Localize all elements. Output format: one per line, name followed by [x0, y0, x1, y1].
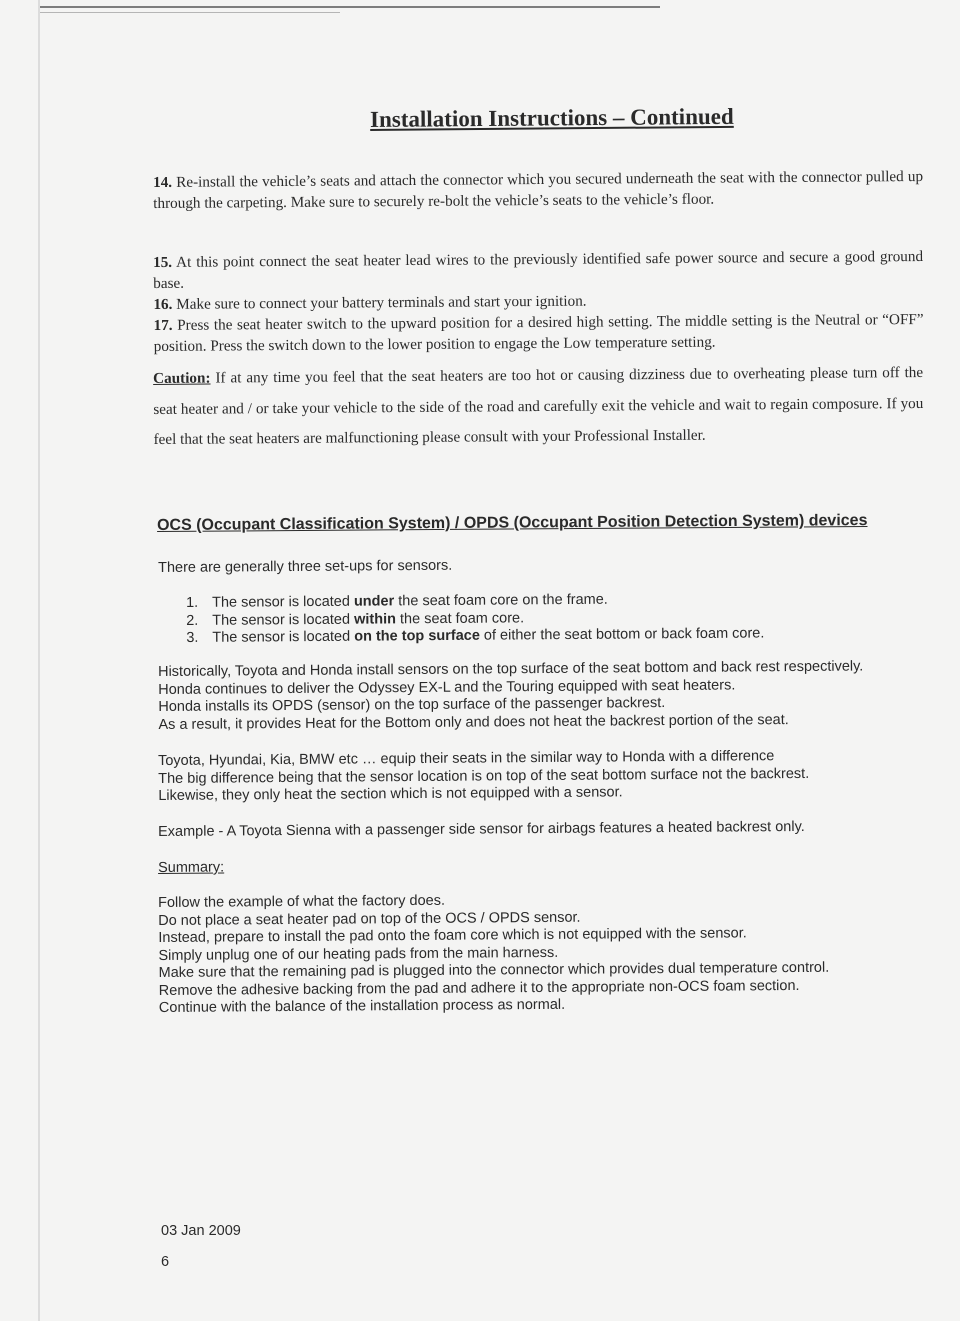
- summary-line: Continue with the balance of the installation process as normal.: [158, 996, 566, 1016]
- summary-line: Simply unplug one of our heating pads from the main harness.: [158, 944, 559, 964]
- summary-label-block: [158, 854, 918, 877]
- list-item: 1. The sensor is located under the seat foam core on the frame.: [186, 591, 608, 611]
- caution-label: Caution:: [153, 369, 211, 387]
- step-text: At this point connect the seat heater lead wires to the previously identified safe power source and secure a good ground base.: [153, 247, 924, 292]
- list-item: 2. The sensor is located within the seat foam core.: [186, 609, 525, 629]
- text-line: The big difference being that the sensor location is on top of the seat bottom surface not the backrest.: [158, 765, 810, 787]
- text-line: Honda continues to deliver the Odyssey EX-L and the Touring equipped with seat heaters.: [158, 676, 736, 698]
- ocs-intro-text: There are generally three set-ups for sensors.: [158, 557, 453, 576]
- caution-paragraph: [153, 358, 924, 456]
- step-number: 14.: [153, 173, 173, 191]
- summary-line: Follow the example of what the factory does.: [158, 892, 446, 911]
- summary-list: [158, 889, 919, 1017]
- steps-15-17: [153, 246, 924, 357]
- text-line: Honda installs its OPDS (sensor) on the top surface of the passenger backrest.: [158, 695, 666, 715]
- text-line: Toyota, Hyundai, Kia, BMW etc … equip their seats in the similar way to Honda with a difference: [158, 748, 775, 769]
- scan-edge-line: [40, 6, 660, 8]
- text-line: As a result, it provides Heat for the Bottom only and does not heat the backrest portion of the seat.: [158, 711, 789, 733]
- footer-date: 03 Jan 2009: [161, 1223, 241, 1239]
- step-number: 17.: [153, 316, 173, 334]
- caution-text: If at any time you feel that the seat heaters are too hot or causing dizziness due to overheating please turn off the seat heater and / or take your vehicle to the side of the road and carefully exit the vehicle and wait to regain composure. If you feel that the seat heaters are malfunctioning please consult with your Professional Installer.: [153, 363, 924, 448]
- summary-line: Instead, prepare to install the pad onto the foam core which is not equipped with the sensor.: [158, 925, 747, 946]
- scan-left-edge: [38, 0, 40, 1321]
- step-text: Press the seat heater switch to the upward position for a desired high setting. The middle setting is the Neutral or “OFF” position. Press the switch down to the lower position to engage the Low temperature setting.: [153, 310, 924, 355]
- history-paragraph: [158, 658, 919, 734]
- difference-paragraph: [158, 747, 918, 805]
- scan-edge-line: [40, 12, 340, 13]
- page-title: Installation Instructions – Continued: [370, 103, 734, 132]
- summary-line: Remove the adhesive backing from the pad and adhere it to the appropriate non-OCS foam section.: [158, 977, 800, 999]
- step-text: Make sure to connect your battery terminals and start your ignition.: [176, 292, 587, 313]
- text-line: Historically, Toyota and Honda install sensors on the top surface of the seat bottom and back rest respectively.: [158, 658, 864, 680]
- page-number: 6: [161, 1254, 170, 1270]
- summary-line: Make sure that the remaining pad is plugged into the connector which provides dual temperature control.: [158, 959, 830, 981]
- sensor-setup-list: [186, 589, 946, 647]
- step-number: 15.: [153, 253, 173, 271]
- step-text: Re-install the vehicle’s seats and attach the connector which you secured underneath the seat with the connector pulled up through the carpeting. Make sure to securely re-bolt the vehicle’s seats to the vehicle’s floor.: [153, 167, 924, 212]
- ocs-intro: [158, 554, 918, 577]
- summary-line: Do not place a seat heater pad on top of the OCS / OPDS sensor.: [158, 909, 581, 929]
- ocs-heading: OCS (Occupant Classification System) / OPDS (Occupant Position Detection System) devices: [157, 512, 868, 534]
- step-15: [153, 246, 923, 294]
- summary-label: Summary:: [158, 859, 225, 876]
- step-number: 16.: [153, 295, 173, 313]
- step-17: [153, 309, 923, 357]
- example-text: Example - A Toyota Sienna with a passenger side sensor for airbags features a heated backrest only.: [158, 818, 805, 840]
- list-item: 3. The sensor is located on the top surface of either the seat bottom or back foam core.: [186, 625, 765, 646]
- text-line: Likewise, they only heat the section which is not equipped with a sensor.: [158, 784, 623, 804]
- step-14: [153, 166, 923, 214]
- example-paragraph: [158, 818, 918, 841]
